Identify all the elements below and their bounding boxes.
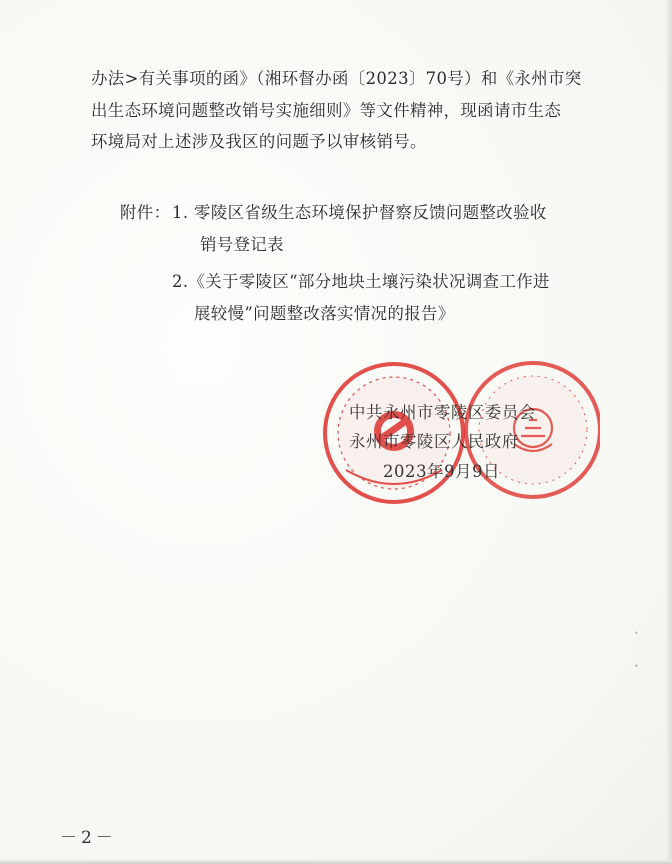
scan-right-edge	[666, 0, 672, 864]
attachment-2-line-2: 展较慢”问题整改落实情况的报告》	[194, 304, 455, 323]
scan-speck: •	[634, 629, 639, 638]
body-paragraph	[91, 63, 599, 158]
body-line-3: 环境局对上述涉及我区的问题予以审核销号。	[91, 132, 427, 151]
attachment-1-line-2: 销号登记表	[200, 235, 284, 254]
signature-date: 2023年9月9日	[383, 462, 501, 481]
scan-bottom-edge	[0, 860, 672, 864]
attachment-2-line-1: 2.《关于零陵区“部分地块土壤污染状况调查工作进	[172, 272, 550, 291]
scan-speck: •	[634, 662, 639, 671]
signature-party-committee: 中共永州市零陵区委员会	[349, 403, 536, 422]
attachment-1-line-1: 1. 零陵区省级生态环境保护督察反馈问题整改验收	[172, 203, 547, 222]
signature-government: 永州市零陵区人民政府	[349, 432, 519, 451]
body-line-1: 办法>有关事项的函》（湘环督办函〔2023〕70号）和《永州市突	[91, 69, 582, 88]
page-number: －2－	[60, 828, 117, 848]
body-line-2: 出生态环境问题整改销号实施细则》等文件精神，现函请市生态	[91, 100, 562, 120]
attachments-label: 附件：	[120, 203, 171, 222]
